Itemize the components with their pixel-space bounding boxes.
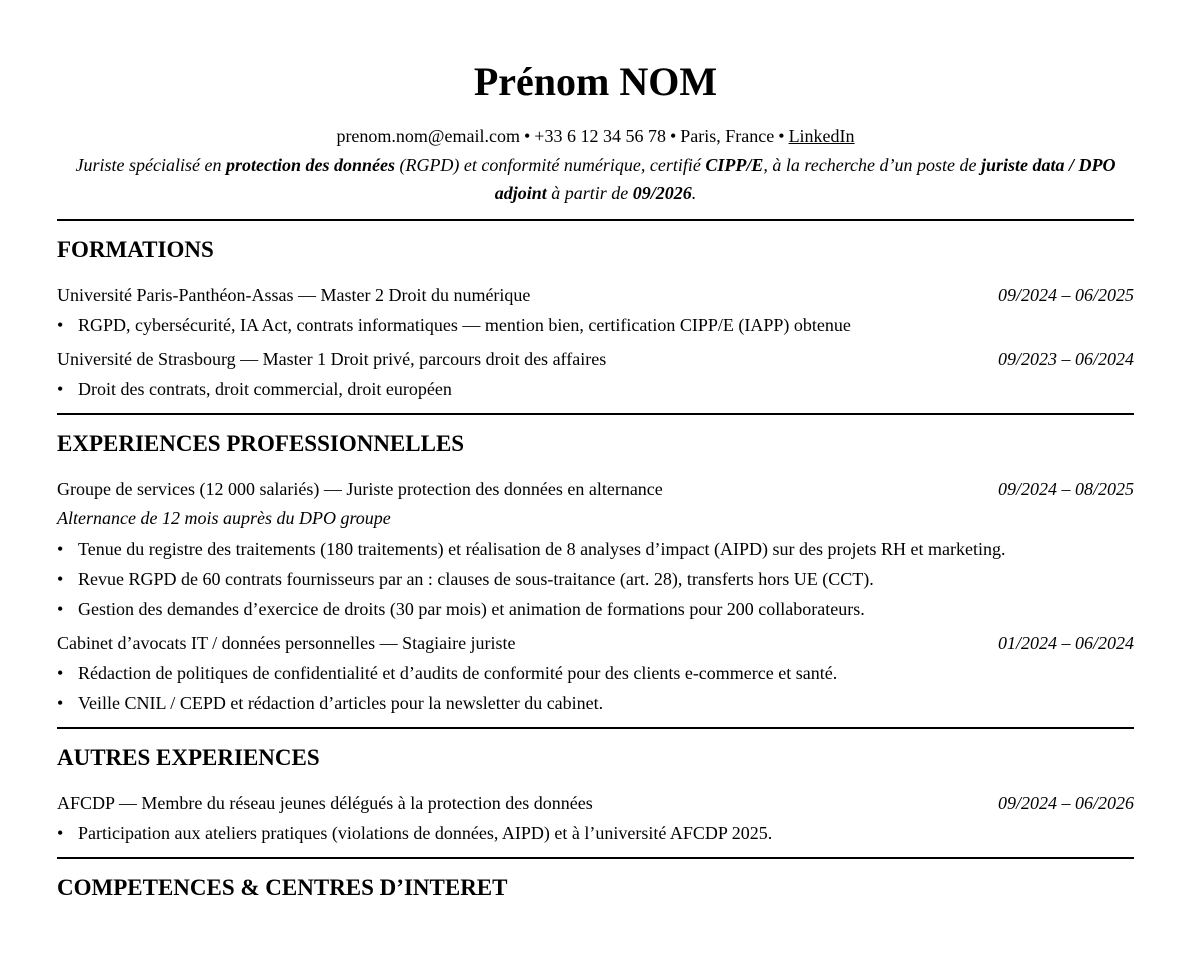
experience-entry	[57, 475, 1134, 623]
section-formations	[57, 221, 1134, 413]
section-title: EXPERIENCES PROFESSIONNELLES	[57, 431, 465, 456]
section-title: COMPETENCES & CENTRES D’INTERET	[57, 875, 508, 900]
bullet-list	[57, 311, 1134, 339]
email-text: prenom.nom@email.com	[336, 126, 520, 146]
bullet-list	[57, 375, 1134, 403]
location-text: Paris, France	[680, 126, 775, 146]
entry-heading: Université de Strasbourg — Master 1 Droit privé, parcours droit des affaires	[57, 349, 607, 369]
candidate-name: Prénom NOM	[473, 59, 718, 104]
entry-header	[57, 345, 1134, 373]
entry-date: 01/2024 – 06/2024	[997, 633, 1134, 653]
section-autres	[57, 729, 1134, 857]
entry-header	[57, 281, 1134, 309]
summary-bold: 09/2026	[632, 183, 692, 203]
summary-text: à partir de	[546, 183, 633, 203]
summary-bold: juriste data / DPO adjoint	[494, 155, 1116, 203]
separator: •	[523, 126, 531, 146]
entry-header	[57, 789, 1134, 817]
bullet-list	[57, 819, 1134, 847]
contact-line	[57, 123, 1134, 149]
list-item: • Gestion des demandes d’exercice de droits (30 par mois) et animation de formations pour 200 collaborateurs.	[57, 595, 1134, 623]
entry-heading: AFCDP — Membre du réseau jeunes délégués à la protection des données	[57, 793, 593, 813]
summary-bold: CIPP/E	[705, 155, 764, 175]
summary-text: .	[691, 183, 697, 203]
list-item: • Participation aux ateliers pratiques (violations de données, AIPD) et à l’université AFCDP 2025.	[57, 819, 1134, 847]
entry-subtitle: Alternance de 12 mois auprès du DPO groupe	[57, 508, 391, 528]
experience-entry	[57, 629, 1134, 717]
bullet-list	[57, 535, 1134, 623]
list-item: • RGPD, cybersécurité, IA Act, contrats informatiques — mention bien, certification CIPP/E (IAPP) obtenue	[57, 311, 1134, 339]
list-item: • Rédaction de politiques de confidentialité et d’audits de conformité pour des clients e-commerce et santé.	[57, 659, 1134, 687]
separator: •	[778, 126, 785, 146]
list-item: • Tenue du registre des traitements (180 traitements) et réalisation de 8 analyses d’impact (AIPD) sur des projets RH et marketing.	[57, 535, 1134, 563]
education-entry	[57, 345, 1134, 403]
profile-summary	[57, 151, 1134, 207]
summary-text: (RGPD) et conformité numérique, certifié	[394, 155, 706, 175]
summary-text: Juriste spécialisé en	[75, 155, 226, 175]
section-experiences	[57, 415, 1134, 727]
other-experience-entry	[57, 789, 1134, 847]
separator: •	[669, 126, 677, 146]
entry-header	[57, 475, 1134, 503]
entry-date: 09/2024 – 06/2026	[997, 793, 1134, 813]
entry-date: 09/2024 – 06/2025	[997, 285, 1134, 305]
list-item: • Droit des contrats, droit commercial, droit européen	[57, 375, 1134, 403]
entry-date: 09/2024 – 08/2025	[997, 479, 1134, 499]
linkedin-link[interactable]: LinkedIn	[788, 126, 855, 146]
resume-page	[57, 52, 1134, 913]
bullet-list	[57, 659, 1134, 717]
entry-heading: Groupe de services (12 000 salariés) — Juriste protection des données en alternance	[57, 479, 663, 499]
section-title: FORMATIONS	[57, 237, 214, 262]
list-item: • Revue RGPD de 60 contrats fournisseurs par an : clauses de sous-traitance (art. 28), transferts hors UE (CCT).	[57, 565, 1134, 593]
entry-heading: Cabinet d’avocats IT / données personnelles — Stagiaire juriste	[57, 633, 516, 653]
entry-heading: Université Paris-Panthéon-Assas — Master 2 Droit du numérique	[57, 285, 531, 305]
section-title: AUTRES EXPERIENCES	[57, 745, 320, 770]
education-entry	[57, 281, 1134, 339]
list-item: • Veille CNIL / CEPD et rédaction d’articles pour la newsletter du cabinet.	[57, 689, 1134, 717]
summary-text: , à la recherche d’un poste de	[763, 155, 981, 175]
phone-text: +33 6 12 34 56 78	[534, 126, 666, 146]
summary-bold: protection des données	[225, 155, 395, 175]
entry-header	[57, 629, 1134, 657]
entry-date: 09/2023 – 06/2024	[997, 349, 1134, 369]
